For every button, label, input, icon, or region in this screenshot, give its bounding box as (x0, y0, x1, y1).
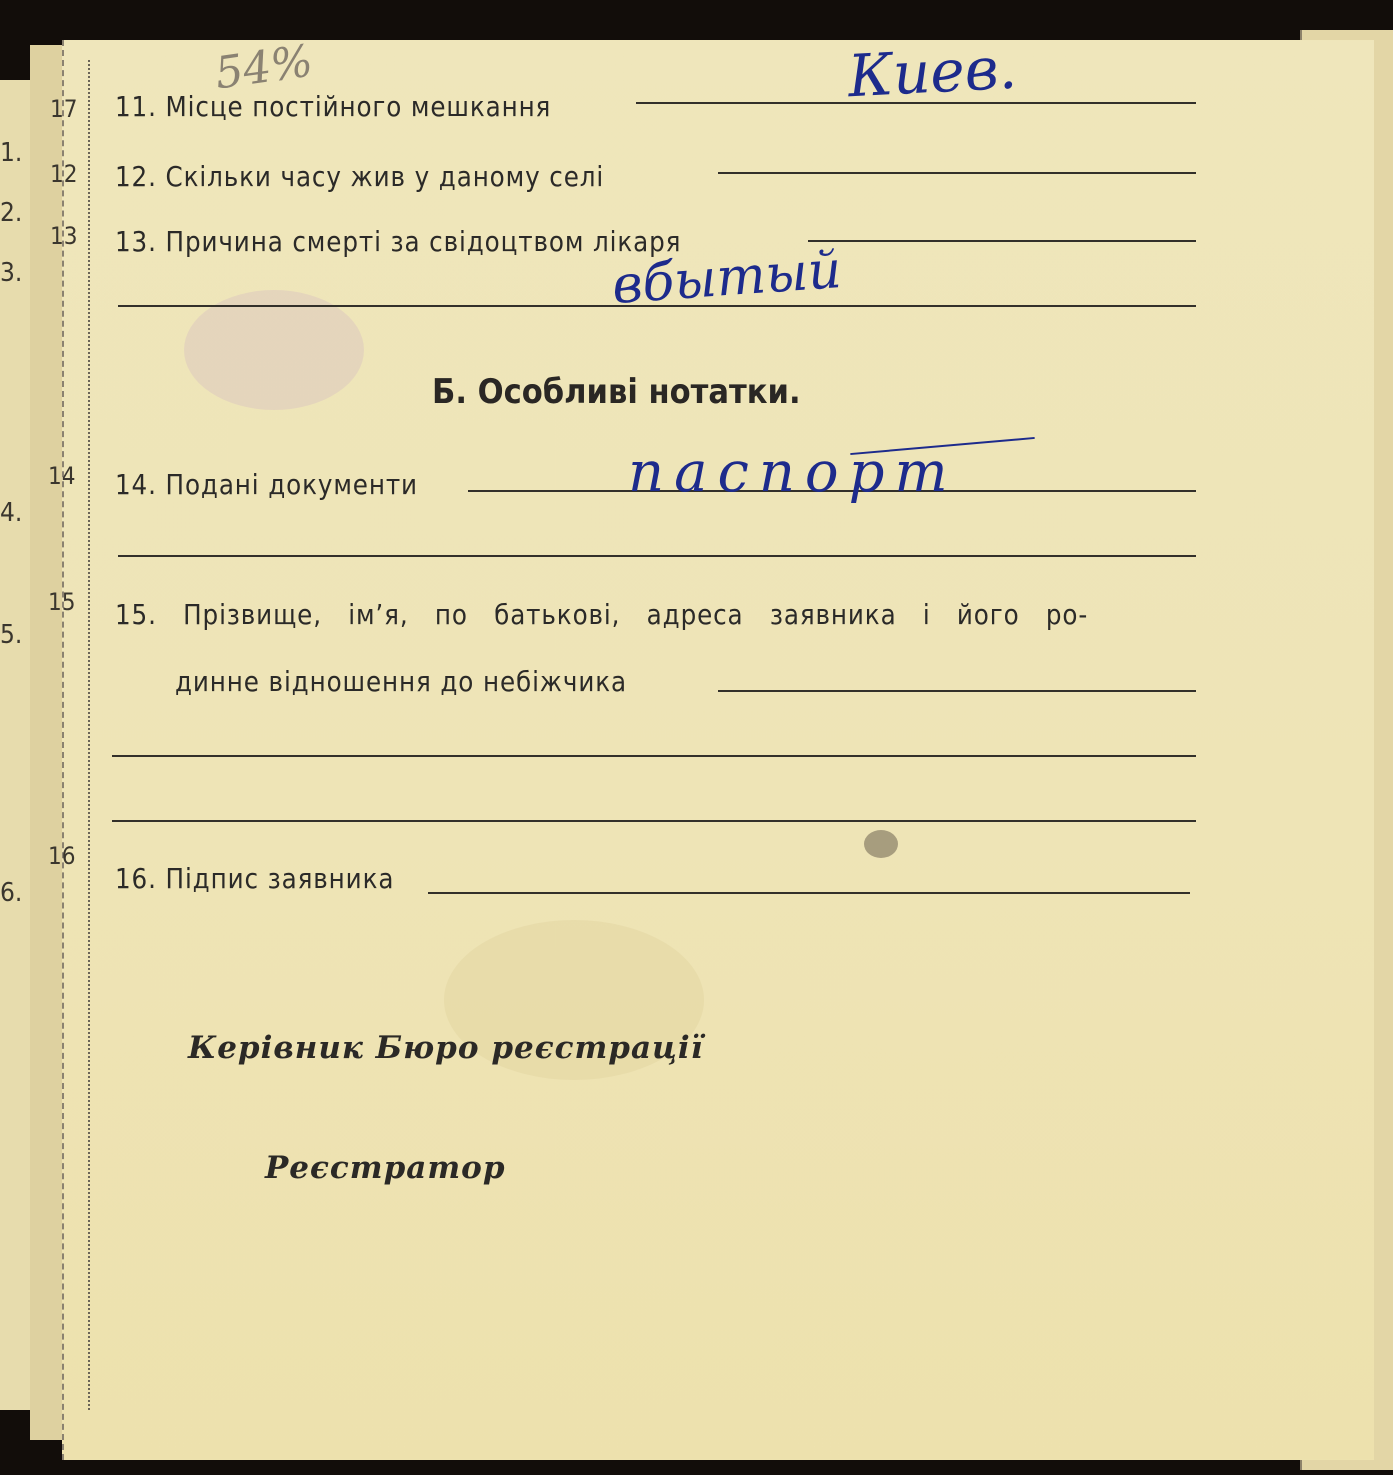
edge-number: 2. (0, 198, 23, 228)
field-13: 13. Причина смерті за свідоцтвом лікаря (115, 225, 682, 258)
edge-number: 1. (0, 138, 23, 168)
field-15-line-3 (112, 820, 1196, 822)
paper-spot (864, 830, 898, 858)
handwritten-documents: паспорт (628, 440, 958, 505)
field-15-continued: динне відношення до небіжчика (175, 665, 627, 698)
field-16-line (428, 892, 1190, 894)
field-11: 11. Місце постійного мешкання (115, 90, 552, 123)
field-15-line (718, 690, 1196, 692)
edge-number: 14 (48, 462, 76, 490)
edge-number: 4. (0, 498, 23, 528)
pencil-annotation: 54% (211, 35, 316, 100)
edge-number: 16 (48, 842, 76, 870)
handwritten-cause: вбытый (610, 240, 844, 316)
edge-number: 17 (50, 95, 78, 123)
field-16: 16. Підпис заявника (115, 862, 395, 895)
field-15: 15. Прізвище, ім’я, по батькові, адреса заявника і його ро- (115, 598, 1089, 631)
field-14-line-2 (118, 555, 1196, 557)
binding-edge (88, 60, 98, 1410)
ink-stain (184, 290, 364, 410)
signature-head-label: Керівник Бюро реєстрації (188, 1030, 704, 1066)
edge-number: 12 (50, 160, 78, 188)
field-12-line (718, 172, 1196, 174)
field-14: 14. Подані документи (115, 468, 418, 501)
field-13-line (808, 240, 1196, 242)
edge-number: 13 (50, 222, 78, 250)
edge-number: 5. (0, 620, 23, 650)
field-15-line-2 (112, 755, 1196, 757)
edge-number: 15 (48, 588, 76, 616)
edge-number: 3. (0, 258, 23, 288)
edge-number: 6. (0, 878, 23, 908)
signature-registrar-label: Реєстратор (265, 1150, 506, 1186)
field-12: 12. Скільки часу жив у даному селі (115, 160, 605, 193)
section-heading: Б. Особливі нотатки. (432, 372, 801, 412)
handwritten-residence: Киев. (846, 33, 1019, 111)
